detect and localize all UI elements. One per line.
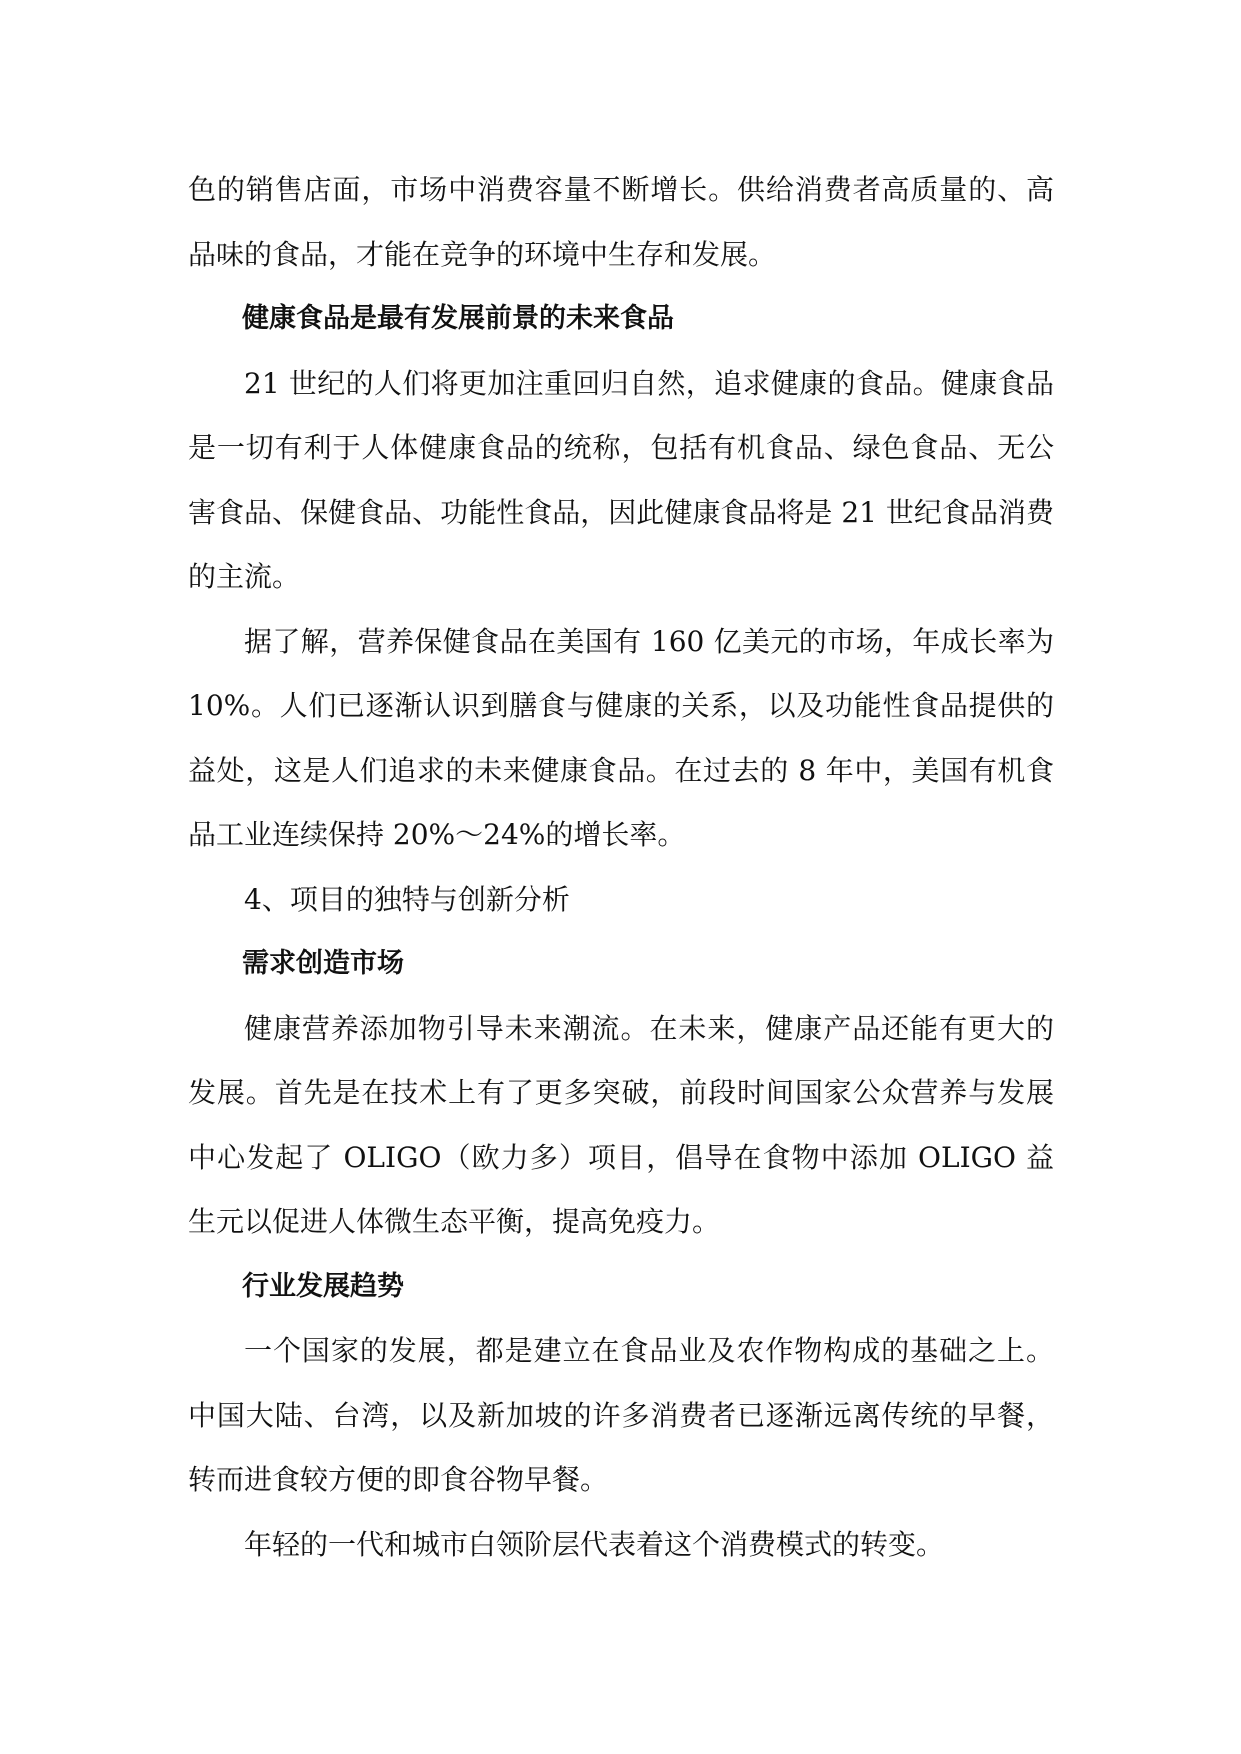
section-heading-health-food: 健康食品是最有发展前景的未来食品 xyxy=(242,303,674,334)
paragraph-young-generation: 年轻的一代和城市白领阶层代表着这个消费模式的转变。 xyxy=(244,1527,945,1561)
section-title-innovation: 4、项目的独特与创新分析 xyxy=(244,882,570,916)
paragraph-21st-century: 21 世纪的人们将更加注重回归自然，追求健康的食品。健康食品是一切有利于人体健康食品的统称，包括有机食品、绿色食品、无公害食品、保健食品、功能性食品，因此健康食品将是 21 世纪食品消费的主流。 xyxy=(188,366,1054,593)
paragraph-continued: 色的销售店面，市场中消费容量不断增长。供给消费者高质量的、高品味的食品，才能在竞争的环境中生存和发展。 xyxy=(188,173,1054,271)
section-heading-trend: 行业发展趋势 xyxy=(242,1270,404,1302)
paragraph-us-market: 据了解，营养保健食品在美国有 160 亿美元的市场，年成长率为 10%。人们已逐渐认识到膳食与健康的关系，以及功能性食品提供的益处，这是人们追求的未来健康食品。在过去的 8 年中，美国有机食品工业连续保持 20%～24%的增长率。 xyxy=(188,624,1054,851)
section-heading-demand: 需求创造市场 xyxy=(242,948,404,979)
paragraph-breakfast: 一个国家的发展，都是建立在食品业及农作物构成的基础之上。中国大陆、台湾，以及新加坡的许多消费者已逐渐远离传统的早餐，转而进食较方便的即食谷物早餐。 xyxy=(188,1334,1054,1496)
document-body xyxy=(188,158,1054,1577)
paragraph-oligo: 健康营养添加物引导未来潮流。在未来，健康产品还能有更大的发展。首先是在技术上有了更多突破，前段时间国家公众营养与发展中心发起了 OLIGO（欧力多）项目，倡导在食物中添加 OLIGO 益生元以促进人体微生态平衡，提高免疫力。 xyxy=(188,1011,1054,1238)
